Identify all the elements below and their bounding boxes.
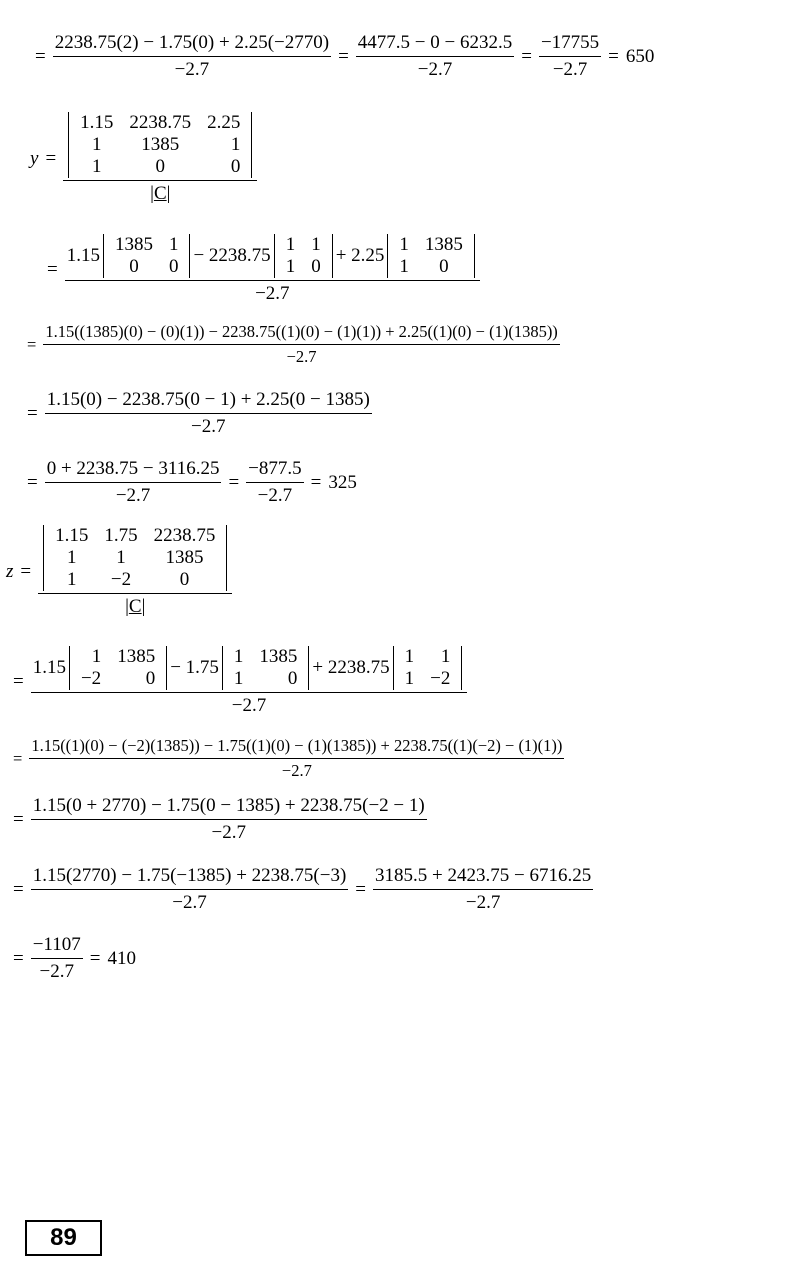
denominator: −2.7 xyxy=(31,889,349,914)
numerator: 2238.75(2) − 1.75(0) + 2.25(−2770) xyxy=(54,32,330,53)
denominator: −2.7 xyxy=(53,56,331,81)
numerator xyxy=(38,525,232,593)
determinant-2x2: 1385 1 0 0 xyxy=(103,234,191,278)
numerator: 1.15(0 + 2770) − 1.75(0 − 1385) + 2238.75(−2 − 1) xyxy=(32,795,425,816)
denominator: −2.7 xyxy=(539,56,601,81)
denominator: −2.7 xyxy=(31,692,468,717)
equals-sign: = xyxy=(608,45,619,67)
denominator: −2.7 xyxy=(356,56,514,81)
determinant-3x3 xyxy=(68,112,252,178)
equals-sign: = xyxy=(13,748,23,768)
equals-sign: = xyxy=(35,45,46,67)
numerator xyxy=(63,112,257,180)
determinant-2x2: 1 1 1 −2 xyxy=(393,646,463,690)
numerator: −877.5 xyxy=(248,458,302,479)
fraction xyxy=(43,322,560,367)
det-entry: 0 xyxy=(155,156,166,177)
det-entry: 1 xyxy=(230,134,241,155)
variable-z: z xyxy=(6,560,14,582)
determinant-2x2: 1 1385 1 0 xyxy=(387,234,475,278)
z-final-line xyxy=(6,934,136,983)
denominator: −2.7 xyxy=(43,344,560,367)
numerator: 1.15(2770) − 1.75(−1385) + 2238.75(−3) xyxy=(32,865,347,886)
numerator: 0 + 2238.75 − 3116.25 xyxy=(46,458,220,479)
equals-sign: = xyxy=(355,878,367,900)
fraction xyxy=(31,934,83,983)
z-evaluated xyxy=(6,865,593,914)
det-entry: 1 xyxy=(92,134,102,155)
fraction xyxy=(45,389,372,438)
z-definition xyxy=(6,525,232,618)
numerator: −1107 xyxy=(32,934,81,955)
matrix-c: C xyxy=(153,183,167,204)
determinant-2x2: 1 1385 1 0 xyxy=(222,646,310,690)
det-entry: 2.25 xyxy=(207,112,241,133)
det-entry: 1.15 xyxy=(80,112,114,133)
equals-sign: = xyxy=(13,670,24,692)
x-result: 650 xyxy=(625,45,655,67)
x-final-line xyxy=(28,32,654,81)
equals-sign: = xyxy=(89,947,101,969)
fraction xyxy=(65,234,480,305)
y-products xyxy=(20,322,560,367)
z-products xyxy=(6,736,564,781)
denominator: −2.7 xyxy=(45,482,222,507)
denominator: −2.7 xyxy=(373,889,593,914)
fraction xyxy=(31,795,427,844)
page-number: 89 xyxy=(25,1220,102,1256)
matrix-c: C xyxy=(128,596,142,617)
denominator: |C| xyxy=(63,180,257,205)
numerator: 1.15((1385)(0) − (0)(1)) − 2238.75((1)(0) − (1)(1)) + 2.25((1)(0) − (1)(1385)) xyxy=(45,322,558,341)
numerator: −17755 xyxy=(540,32,600,53)
equals-sign: = xyxy=(27,471,38,493)
fraction xyxy=(356,32,514,81)
equals-sign: = xyxy=(27,334,37,354)
variable-y: y xyxy=(30,147,39,169)
fraction xyxy=(29,736,564,781)
equals-sign: = xyxy=(13,947,24,969)
determinant-2x2: 1 1385 −2 0 xyxy=(69,646,167,690)
denominator: −2.7 xyxy=(45,413,372,438)
denominator: |C| xyxy=(38,593,232,618)
denominator: −2.7 xyxy=(29,758,564,781)
numerator: 1.15 1385 1 0 0 − 2238.75 1 1 1 0 + 2.25 1 1385 1 0 xyxy=(65,234,480,280)
equals-sign: = xyxy=(20,560,32,582)
fraction xyxy=(246,458,303,507)
equals-sign: = xyxy=(228,471,240,493)
equals-sign: = xyxy=(13,808,24,830)
fraction xyxy=(373,865,593,914)
determinant-2x2: 1 1 1 0 xyxy=(274,234,333,278)
y-expansion xyxy=(40,234,480,305)
det-entry: 1385 xyxy=(141,134,180,155)
equals-sign: = xyxy=(338,45,349,67)
y-final-line xyxy=(20,458,357,507)
equals-sign: = xyxy=(45,147,57,169)
fraction xyxy=(31,865,349,914)
equals-sign: = xyxy=(310,471,322,493)
det-entry: 0 xyxy=(230,156,241,177)
y-simplified xyxy=(20,389,372,438)
equals-sign: = xyxy=(47,258,58,280)
numerator: 1.15((1)(0) − (−2)(1385)) − 1.75((1)(0) − (1)(1385)) + 2238.75((1)(−2) − (1)(1)) xyxy=(31,736,563,755)
denominator: −2.7 xyxy=(31,958,83,983)
fraction xyxy=(539,32,601,81)
denominator: −2.7 xyxy=(246,482,303,507)
determinant-3x3: 1.15 1.75 2238.75 1 1 1385 1 −2 0 xyxy=(43,525,227,591)
equals-sign: = xyxy=(13,878,24,900)
equals-sign: = xyxy=(521,45,532,67)
fraction xyxy=(31,646,468,717)
numerator: 3185.5 + 2423.75 − 6716.25 xyxy=(375,865,592,886)
numerator: 4477.5 − 0 − 6232.5 xyxy=(357,32,513,53)
y-definition xyxy=(30,112,257,205)
det-entry: 2238.75 xyxy=(129,112,192,133)
denominator: −2.7 xyxy=(31,819,427,844)
numerator: 1.15(0) − 2238.75(0 − 1) + 2.25(0 − 1385) xyxy=(46,389,370,410)
z-simplified xyxy=(6,795,427,844)
det-entry: 1 xyxy=(92,156,102,177)
fraction xyxy=(38,525,232,618)
fraction xyxy=(53,32,331,81)
fraction xyxy=(63,112,257,205)
denominator: −2.7 xyxy=(65,280,480,305)
y-result: 325 xyxy=(328,471,357,493)
numerator: 1.15 1 1385 −2 0 − 1.75 1 1385 1 0 + 2238.75 1 1 1 −2 xyxy=(31,646,468,692)
z-expansion xyxy=(6,646,467,717)
z-result: 410 xyxy=(107,947,136,969)
equals-sign: = xyxy=(27,402,38,424)
fraction xyxy=(45,458,222,507)
